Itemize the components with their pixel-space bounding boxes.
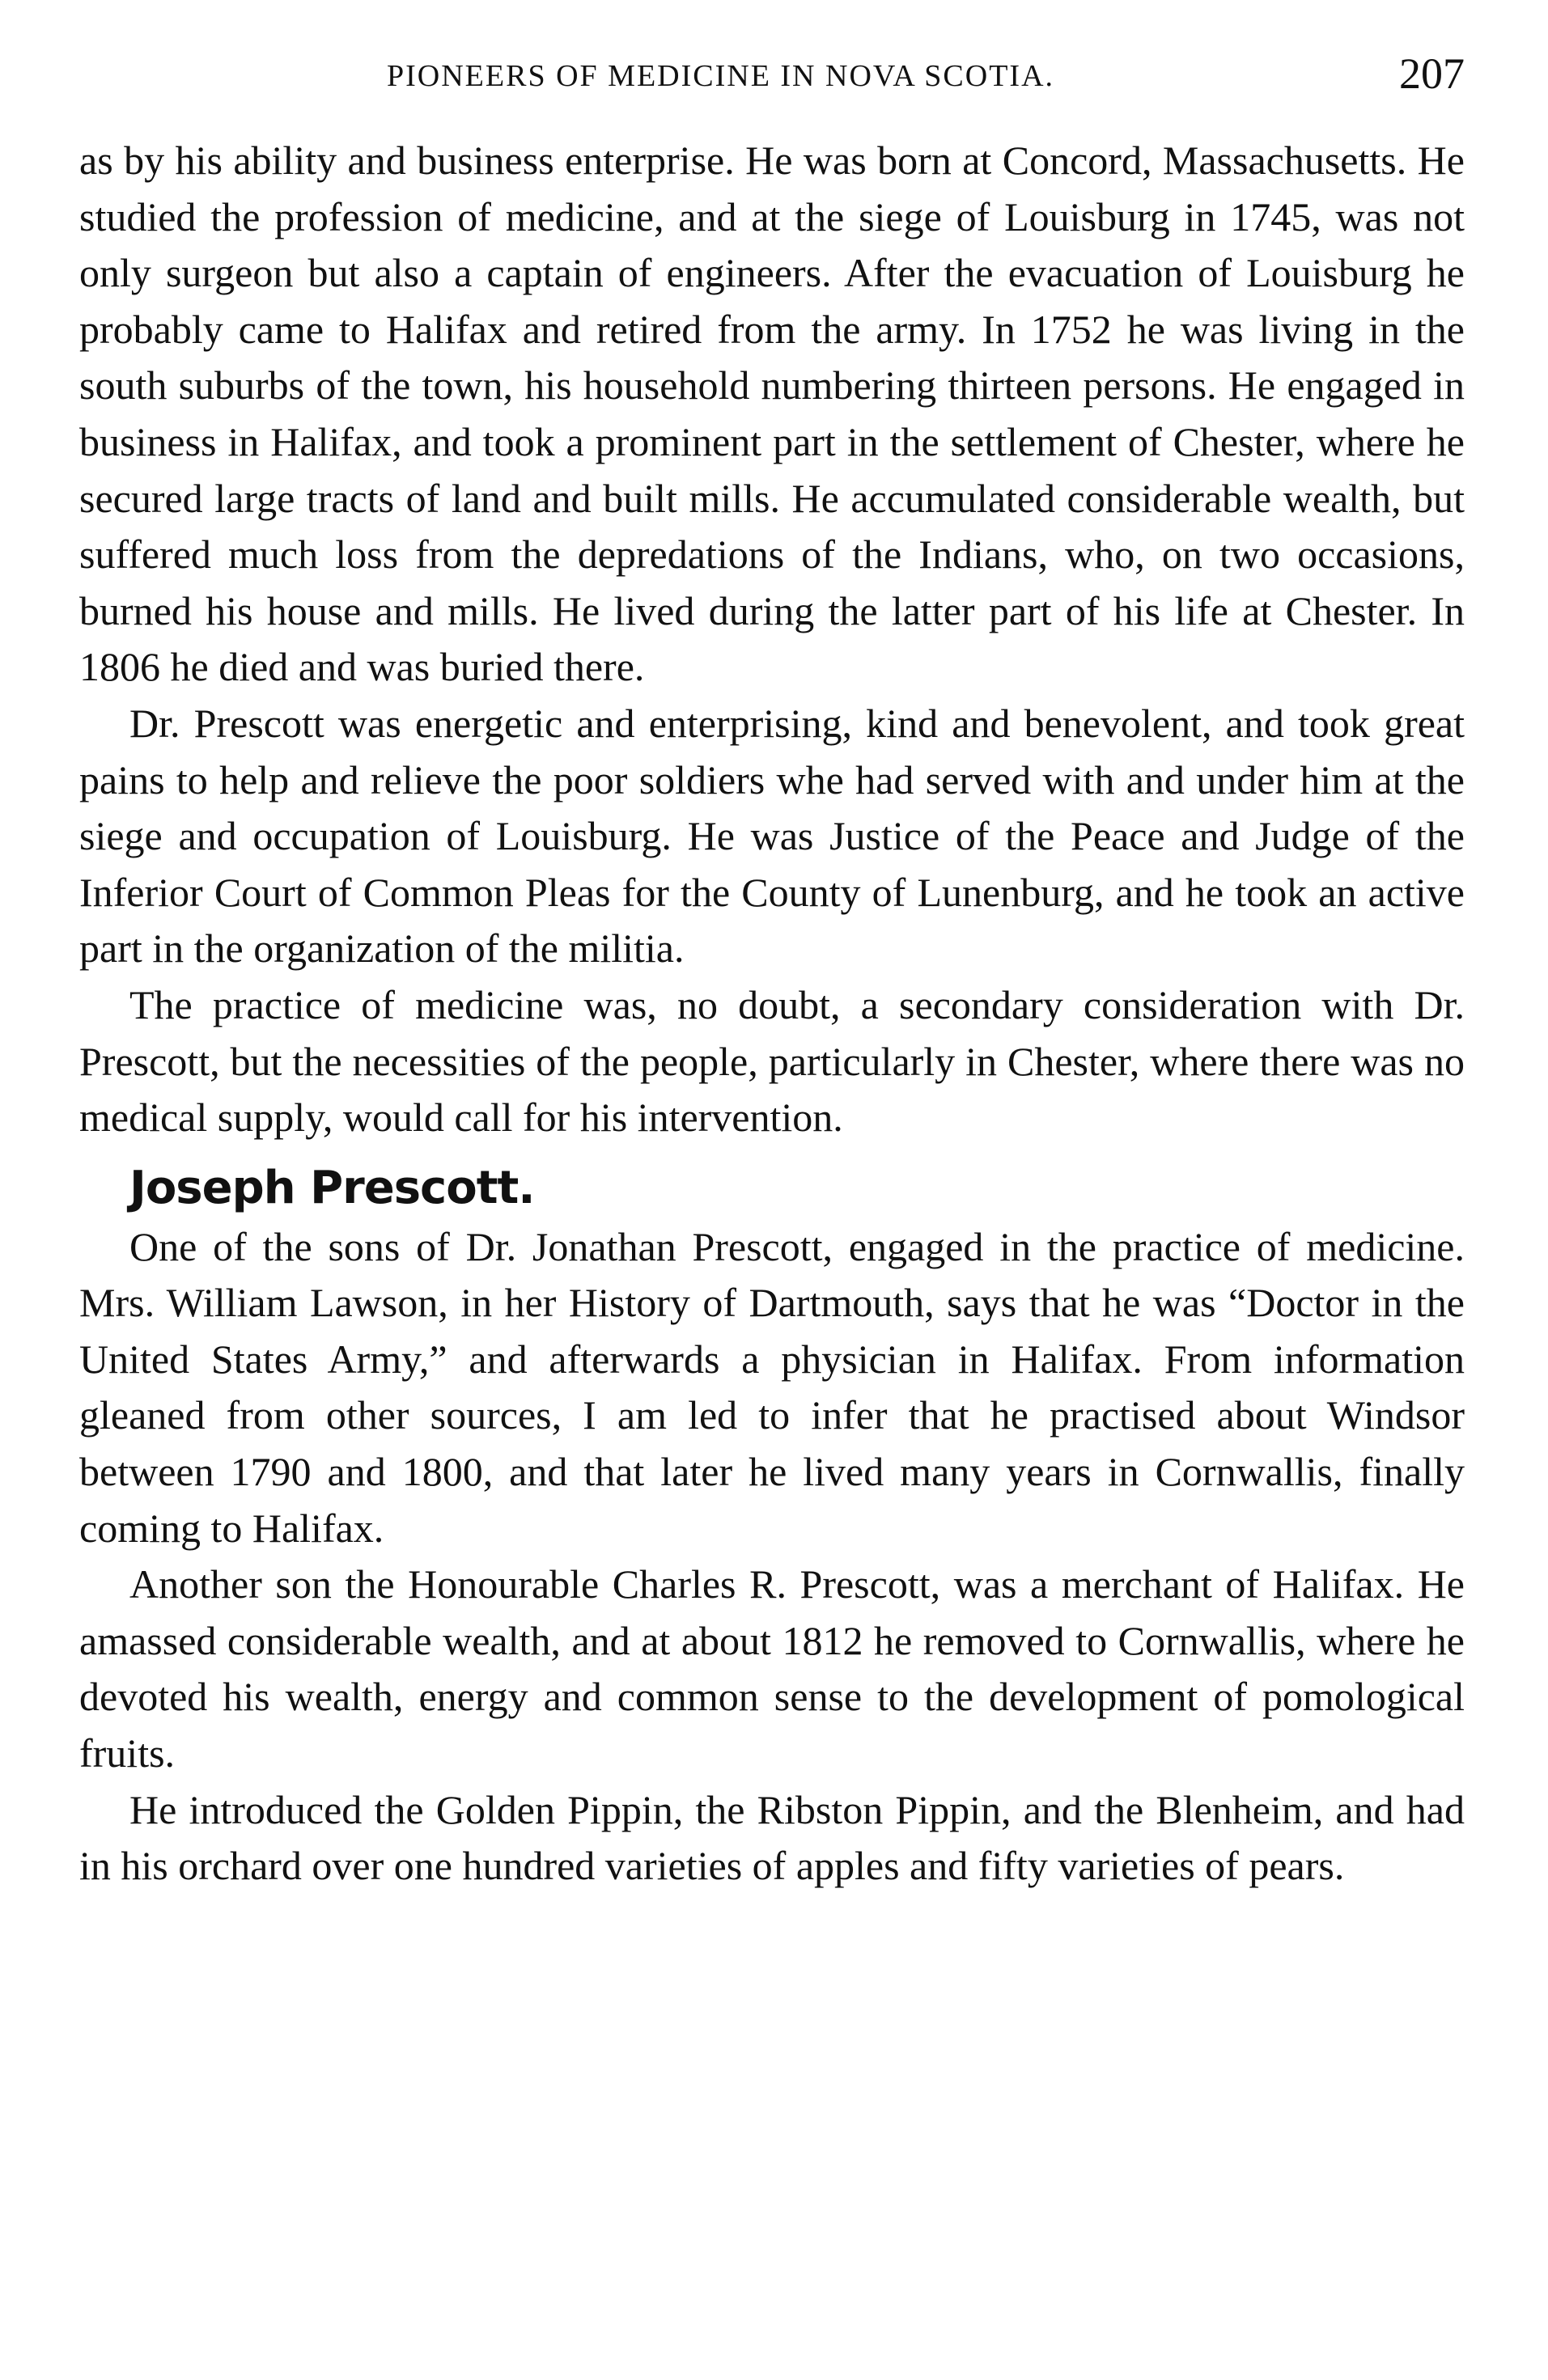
paragraph: Dr. Prescott was energetic and enterprising, kind and benevolent, and took great pains to help and relieve the poor soldiers whe had served with and under him at the siege and occupation of Louisburg. He was Justice of the Peace and Judge of the Inferior Court of Common Pleas for the County of Lunenburg, and he took an active part in the organization of the militia.	[79, 700, 1465, 972]
running-head	[79, 49, 1465, 121]
body-text	[79, 133, 1465, 1895]
book-page	[79, 49, 1465, 1895]
section-heading: Joseph Prescott.	[129, 1161, 535, 1214]
running-title: PIONEERS OF MEDICINE IN NOVA SCOTIA.	[387, 59, 1055, 93]
paragraph: The practice of medicine was, no doubt, a secondary consideration with Dr. Prescott, but the necessities of the people, particularly in Chester, where there was no medical supply, would call for his intervention.	[79, 981, 1465, 1141]
paragraph: as by his ability and business enterprise. He was born at Concord, Massachusetts. He studied the profession of medicine, and at the siege of Louisburg in 1745, was not only surgeon but also a captain of engineers. After the evacuation of Louisburg he probably came to Halifax and retired from the army. In 1752 he was living in the south suburbs of the town, his household numbering thirteen persons. He engaged in business in Halifax, and took a prominent part in the settlement of Chester, where he secured large tracts of land and built mills. He accumulated considerable wealth, but suffered much loss from the depredations of the Indians, who, on two occasions, burned his house and mills. He lived during the latter part of his life at Chester. In 1806 he died and was buried there.	[79, 138, 1465, 690]
paragraph: One of the sons of Dr. Jonathan Prescott, engaged in the practice of medicine. Mrs. William Lawson, in her History of Dartmouth, says that he was “Doctor in the United States Army,” and afterwards a physician in Halifax. From information gleaned from other sources, I am led to infer that he practised about Windsor between 1790 and 1800, and that later he lived many years in Cornwallis, finally coming to Halifax.	[79, 1223, 1465, 1551]
paragraph: Another son the Honourable Charles R. Prescott, was a merchant of Halifax. He amassed considerable wealth, and at about 1812 he removed to Cornwallis, where he devoted his wealth, energy and common sense to the development of pomological fruits.	[79, 1561, 1465, 1777]
paragraph: He introduced the Golden Pippin, the Ribston Pippin, and the Blenheim, and had in his orchard over one hundred varieties of apples and fifty varieties of pears.	[79, 1786, 1465, 1889]
page-number: 207	[1399, 49, 1465, 98]
